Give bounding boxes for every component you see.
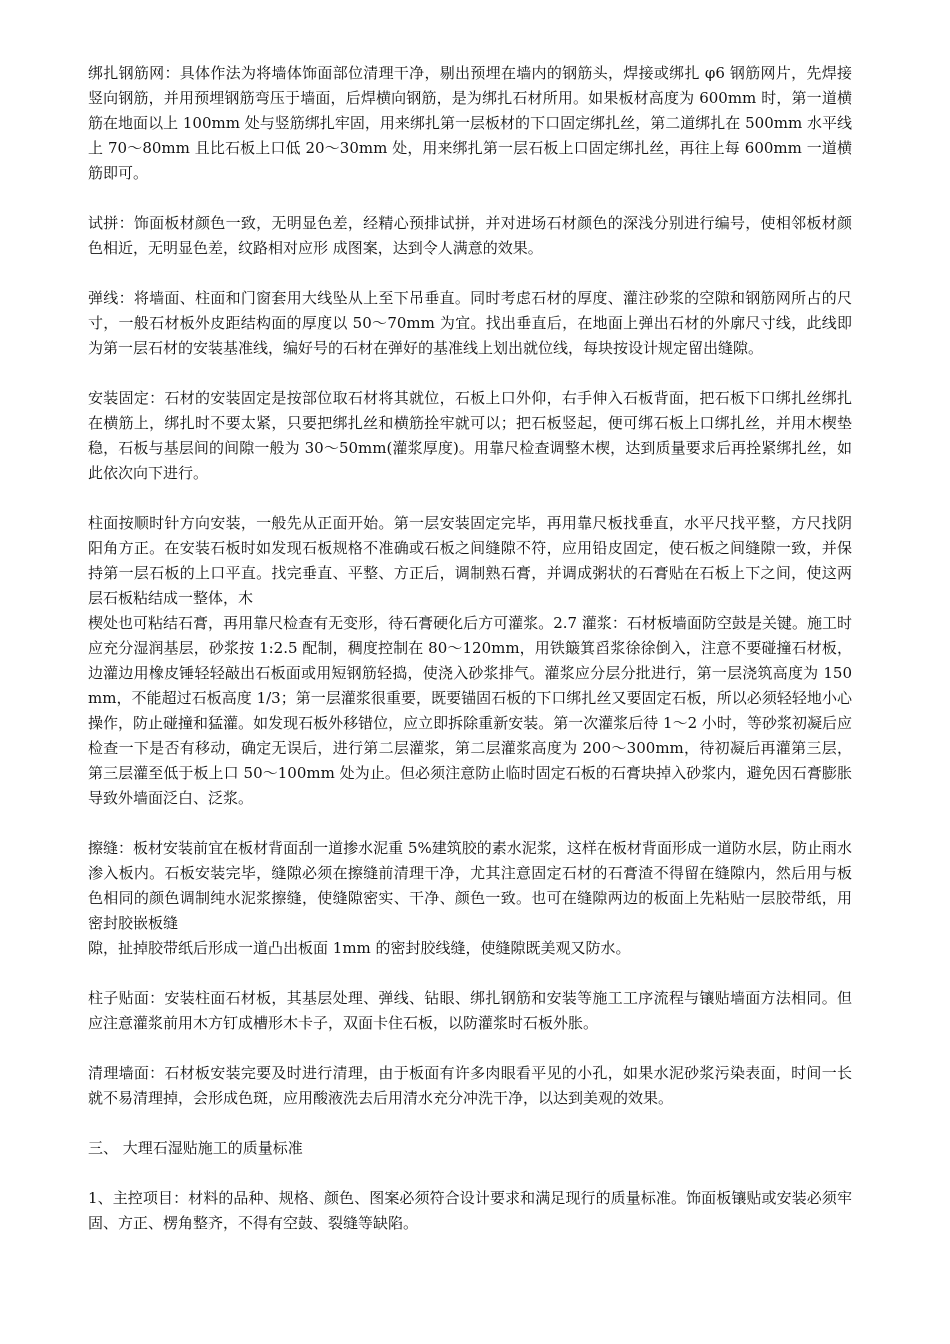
document-body [88, 61, 852, 1261]
paragraph-installation: 安装固定：石材的安装固定是按部位取石材将其就位，石板上口外仰，右手伸入石板背面，把石板下口绑扎丝绑扎在横筋上，绑扎时不要太紧，只要把绑扎丝和横筋拴牢就可以；把石板竖起，便可绑石板上口绑扎丝，并用木楔垫稳，石板与基层间的间隙一般为 30～50mm(灌浆厚度)。用靠尺检查调整木楔，达到质量要求后再拴紧绑扎丝，如此依次向下进行。 [88, 389, 852, 482]
paragraph-line-marking: 弹线：将墙面、柱面和门窗套用大线坠从上至下吊垂直。同时考虑石材的厚度、灌注砂浆的空隙和钢筋网所占的尺寸，一般石材板外皮距结构面的厚度以 50～70mm 为宜。找出垂直后，在地面上弹出石材的外廓尺寸线，此线即为第一层石材的安装基准线，编好号的石材在弹好的基准线上划出就位线，每块按设计规定留出缝隙。 [88, 289, 852, 357]
paragraph-trial-fit: 试拼：饰面板材颜色一致，无明显色差，经精心预排试拼，并对进场石材颜色的深浅分别进行编号，使相邻板材颜色相近，无明显色差，纹路相对应形 成图案，达到令人满意的效果。 [88, 214, 852, 257]
paragraph-column-facing: 柱子贴面：安装柱面石材板，其基层处理、弹线、钻眼、绑扎钢筋和安装等施工工序流程与镶贴墙面方法相同。但应注意灌浆前用木方钉成槽形木卡子，双面卡住石板，以防灌浆时石板外胀。 [88, 989, 852, 1032]
paragraph-column-install: 柱面按顺时针方向安装，一般先从正面开始。第一层安装固定完毕，再用靠尺板找垂直，水平尺找平整，方尺找阴阳角方正。在安装石板时如发现石板规格不准确或石板之间缝隙不符，应用铅皮固定，使石板之间缝隙一致，并保持第一层石板的上口平直。找完垂直、平整、方正后，调制熟石膏，并调成粥状的石膏贴在石板上下之间，使这两层石板粘结成一整体，木 [88, 514, 852, 607]
paragraph-joint-wiping: 擦缝：板材安装前宜在板材背面刮一道掺水泥重 5%建筑胶的素水泥浆，这样在板材背面形成一道防水层，防止雨水渗入板内。石板安装完毕，缝隙必须在擦缝前清理干净，尤其注意固定石材的石膏渣不得留在缝隙内，然后用与板色相同的颜色调制纯水泥浆擦缝，使缝隙密实、干净、颜色一致。也可在缝隙两边的板面上先粘贴一层胶带纸，用密封胶嵌板缝 [88, 839, 852, 932]
paragraph-rebar-mesh: 绑扎钢筋网：具体作法为将墙体饰面部位清理干净，剔出预埋在墙内的钢筋头，焊接或绑扎 φ6 钢筋网片，先焊接竖向钢筋，并用预埋钢筋弯压于墙面，后焊横向钢筋，是为绑扎石材所用。如果板材高度为 600mm 时，第一道横筋在地面以上 100mm 处与竖筋绑扎牢固，用来绑扎第一层板材的下口固定绑扎丝，第二道绑扎在 500mm 水平线上 70～80mm 且比石板上口低 20～30mm 处，用来绑扎第一层石板上口固定绑扎丝，再往上每 600mm 一道横筋即可。 [88, 64, 852, 182]
paragraph-main-control: 1、主控项目：材料的品种、规格、颜色、图案必须符合设计要求和满足现行的质量标准。饰面板镶贴或安装必须牢固、方正、楞角整齐，不得有空鼓、裂缝等缺陷。 [88, 1189, 852, 1232]
section-heading: 三、 大理石湿贴施工的质量标准 [88, 1139, 303, 1157]
paragraph-joint-wiping-cont: 隙，扯掉胶带纸后形成一道凸出板面 1mm 的密封胶线缝，使缝隙既美观又防水。 [88, 939, 631, 957]
paragraph-wall-cleaning: 清理墙面：石材板安装完要及时进行清理，由于板面有许多肉眼看平见的小孔，如果水泥砂浆污染表面，时间一长就不易清理掉，会形成色斑，应用酸液洗去后用清水充分冲洗干净，以达到美观的效果。 [88, 1064, 852, 1107]
paragraph-grouting: 楔处也可粘结石膏，再用靠尺检查有无变形，待石膏硬化后方可灌浆。2.7 灌浆：石材板墙面防空鼓是关键。施工时应充分湿润基层，砂浆按 1:2.5 配制，稠度控制在 80～120mm，用铁簸箕舀浆徐徐倒入，注意不要碰撞石材板，边灌边用橡皮锤轻轻敲出石板面或用短钢筋轻捣，使浇入砂浆排气。灌浆应分层分批进行，第一层浇筑高度为 150mm，不能超过石板高度 1/3；第一层灌浆很重要，既要锚固石板的下口绑扎丝又要固定石板，所以必须轻轻地小心操作，防止碰撞和猛灌。如发现石板外移错位，应立即拆除重新安装。第一次灌浆后待 1～2 小时，等砂浆初凝后应检查一下是否有移动，确定无误后，进行第二层灌浆，第二层灌浆高度为 200～300mm，待初凝后再灌第三层，第三层灌至低于板上口 50～100mm 处为止。但必须注意防止临时固定石板的石膏块掉入砂浆内，避免因石膏膨胀导致外墙面泛白、泛浆。 [88, 614, 852, 807]
